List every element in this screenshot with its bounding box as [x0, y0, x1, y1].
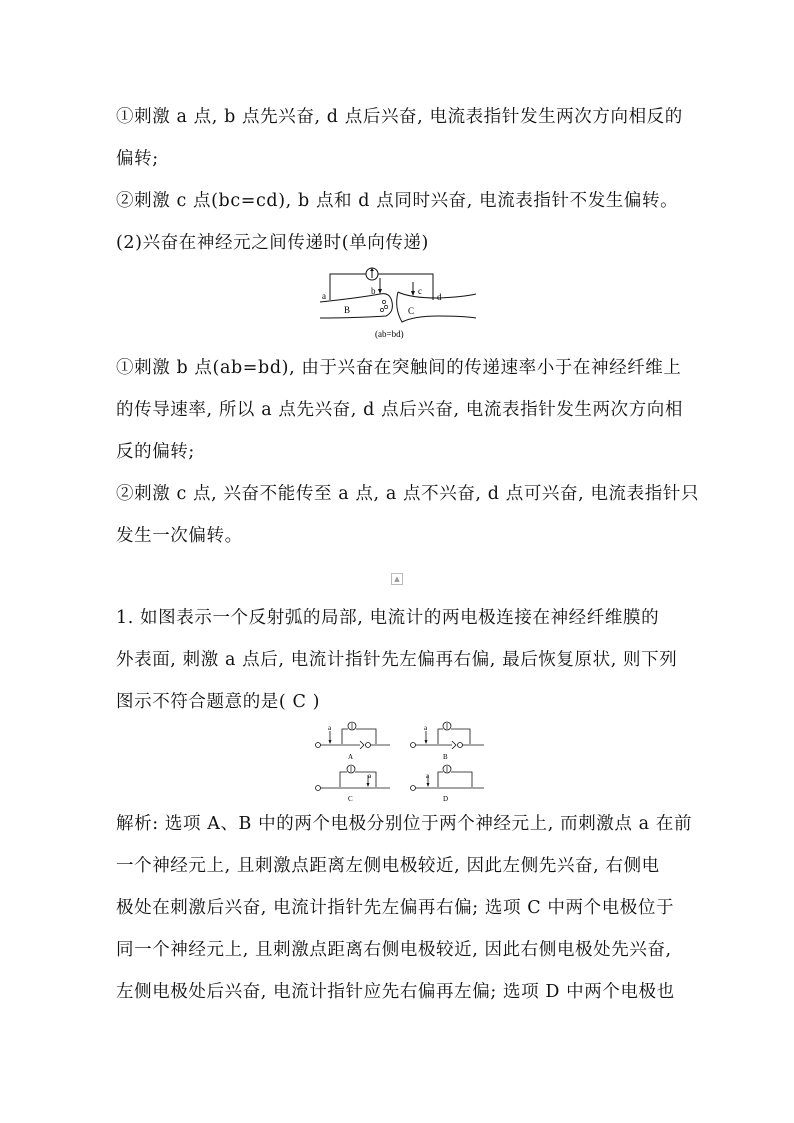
neuron-b-outline — [320, 294, 392, 318]
label-a: a — [322, 291, 326, 301]
option-label-a: A — [348, 753, 354, 761]
label-neuron-b: B — [344, 305, 351, 315]
analysis-line: 极处在刺激后兴奋, 电流计指针先左偏再右偏; 选项 C 中两个电极位于 — [116, 898, 675, 918]
image-placeholder-icon: ▲ — [391, 573, 403, 585]
analysis-line: 一个神经元上, 且刺激点距离左侧电极较近, 因此左侧先兴奋, 右侧电 — [116, 856, 660, 876]
text-line: 的传导速率, 所以 a 点先兴奋, d 点后兴奋, 电流表指针发生两次方向相 — [116, 400, 683, 420]
label-neuron-c: C — [408, 306, 415, 316]
text-line: ①刺激 a 点, b 点先兴奋, d 点后兴奋, 电流表指针发生两次方向相反的 — [116, 107, 683, 127]
analysis-line: 左侧电极处后兴奋, 电流计指针应先右偏再左偏; 选项 D 中两个电极也 — [116, 982, 675, 1002]
analysis-line: 同一个神经元上, 且刺激点距离右侧电极较近, 因此右侧电极处先兴奋, — [116, 940, 672, 960]
option-a-diagram — [316, 722, 391, 761]
option-b-diagram — [411, 722, 485, 761]
label-c: c — [418, 286, 422, 296]
text-line: ②刺激 c 点(bc=cd), b 点和 d 点同时兴奋, 电流表指针不发生偏转。 — [116, 191, 679, 211]
text-line: ①刺激 b 点(ab=bd), 由于兴奋在突触间的传递速率小于在神经纤维上 — [116, 358, 682, 378]
option-label-c: C — [348, 795, 353, 803]
stim-label-d: a — [426, 772, 430, 780]
stim-label-c: a — [368, 772, 372, 780]
text-line: 偏转; — [116, 149, 159, 169]
section-heading: (2)兴奋在神经元之间传递时(单向传递) — [116, 233, 429, 253]
analysis-line: 解析: 选项 A、B 中的两个电极分别位于两个神经元上, 而刺激点 a 在前 — [116, 814, 693, 834]
label-b: b — [371, 286, 376, 296]
option-c-diagram — [316, 765, 391, 803]
text-line: 反的偏转; — [116, 442, 195, 462]
options-diagram-svg — [310, 717, 490, 803]
option-d-diagram — [411, 765, 485, 803]
synapse-diagram — [318, 264, 478, 342]
text-line: ②刺激 c 点, 兴奋不能传至 a 点, a 点不兴奋, d 点可兴奋, 电流表指针只 — [116, 484, 700, 504]
label-d: d — [437, 292, 442, 302]
figure-caption: (ab=bd) — [375, 329, 404, 339]
option-label-d: D — [443, 795, 449, 803]
text-line: 发生一次偏转。 — [116, 526, 243, 546]
question-line: 图示不符合题意的是( C ) — [116, 692, 321, 712]
options-diagram — [310, 717, 490, 803]
question-line: 外表面, 刺激 a 点后, 电流计指针先左偏再右偏, 最后恢复原状, 则下列 — [116, 650, 678, 670]
synapse-diagram-svg — [318, 264, 478, 342]
question-line: 1. 如图表示一个反射弧的局部, 电流计的两电极连接在神经纤维膜的 — [116, 608, 660, 628]
option-label-b: B — [443, 753, 448, 761]
stim-label-a: a — [328, 724, 332, 732]
stim-label-b: a — [424, 724, 428, 732]
